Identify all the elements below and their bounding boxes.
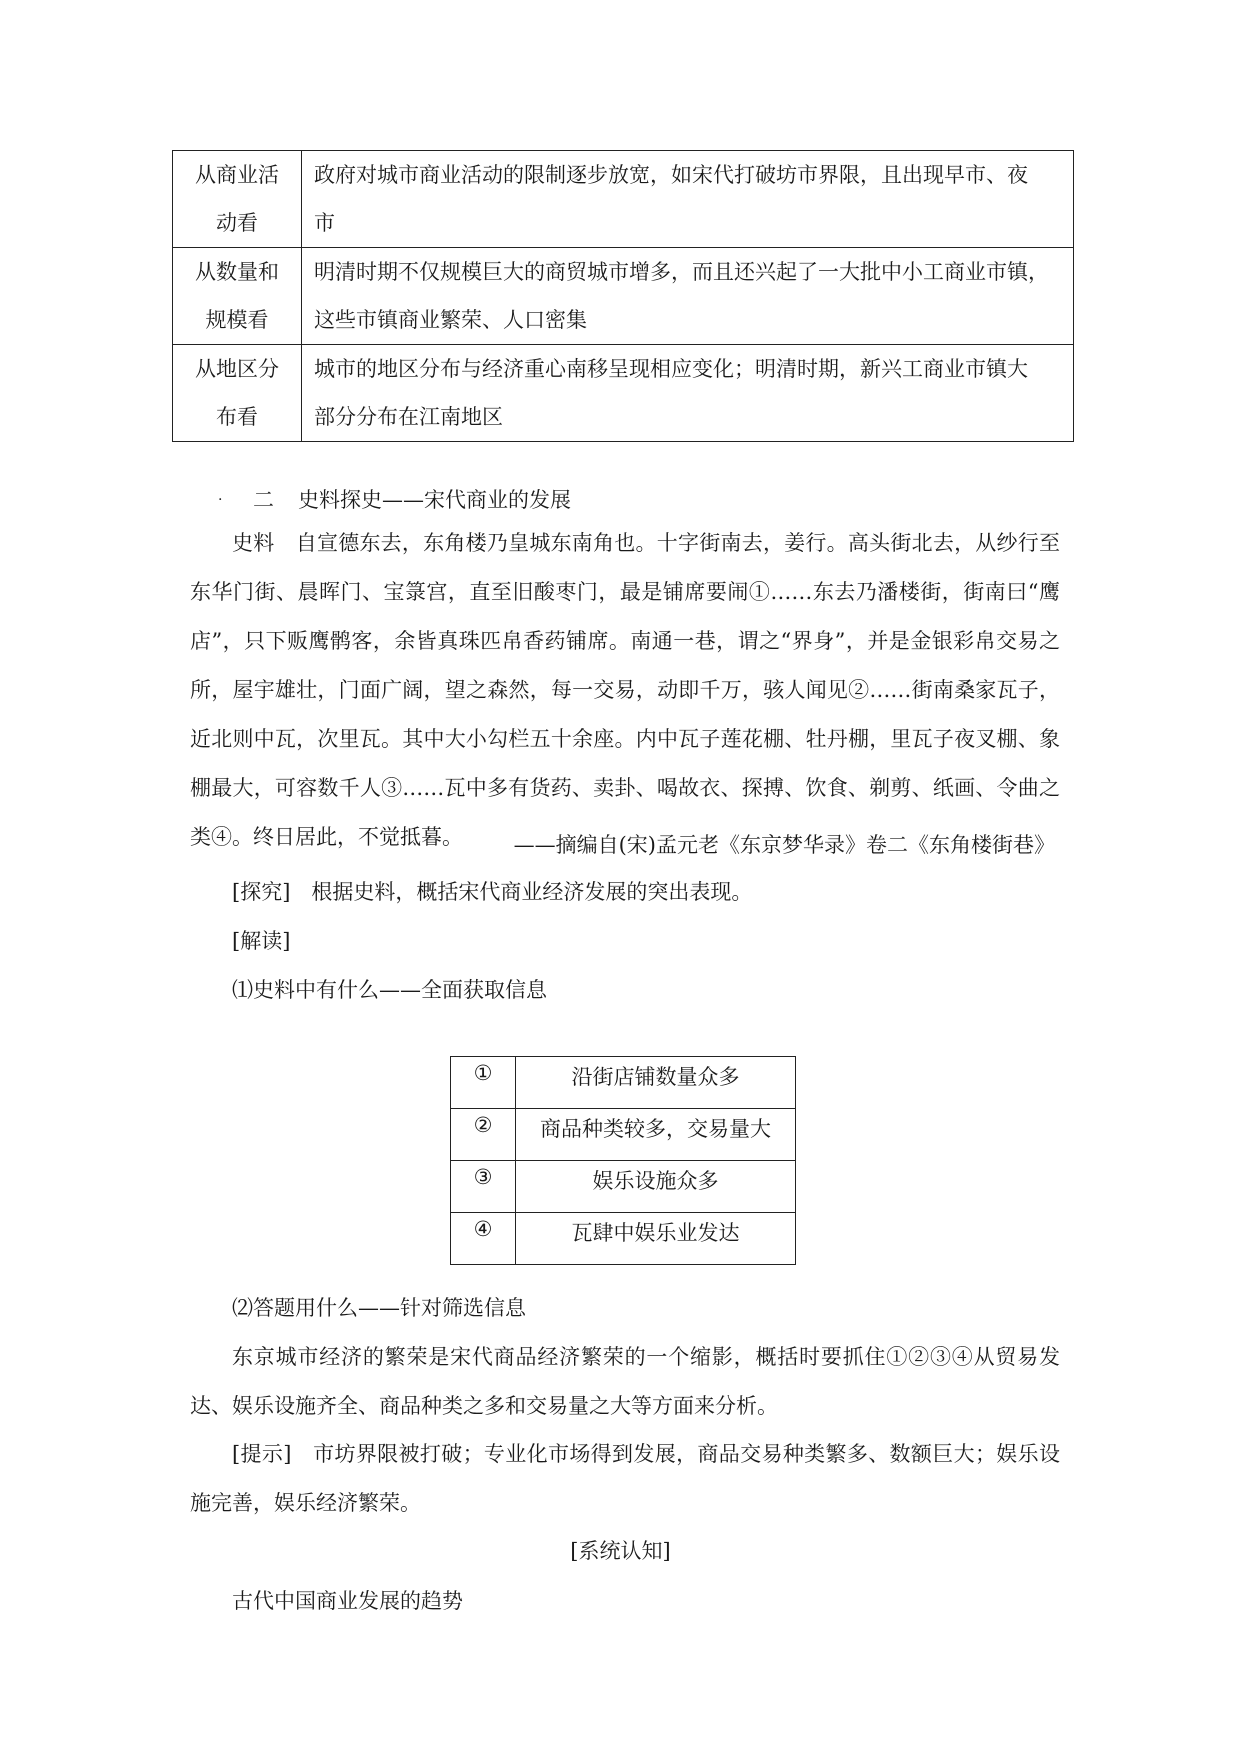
hint-label: [提示] [232, 1442, 292, 1466]
row-number: ② [451, 1109, 516, 1161]
table-description-cell [302, 345, 1074, 442]
category-line: 从数量和 [195, 260, 279, 284]
interpretation-label: [解读] [232, 929, 291, 953]
description-line: 这些市镇商业繁荣、人口密集 [314, 308, 587, 332]
system-heading: [系统认知] [570, 1539, 671, 1563]
info-table [450, 1056, 796, 1265]
inquiry-label: [探究] [232, 880, 291, 904]
row-text: 瓦肆中娱乐业发达 [516, 1213, 796, 1265]
row-number: ③ [451, 1161, 516, 1213]
source-label: 史料 [232, 531, 275, 555]
description-line: 城市的地区分布与经济重心南移呈现相应变化；明清时期，新兴工商业市镇大 [314, 357, 1028, 381]
row-text: 商品种类较多，交易量大 [516, 1109, 796, 1161]
source-citation: ——摘编自(宋)孟元老《东京梦华录》卷二《东角楼街巷》 [513, 833, 1055, 857]
table-category-cell [173, 151, 302, 248]
description-line: 部分分布在江南地区 [314, 405, 503, 429]
table-row [173, 248, 1074, 345]
table-row [451, 1109, 796, 1161]
source-passage [190, 519, 1060, 862]
interpretation-step1: ⑴史料中有什么——全面获取信息 [232, 978, 547, 1002]
table-description-cell [302, 151, 1074, 248]
table-row [451, 1161, 796, 1213]
table-row [173, 345, 1074, 442]
table-row [173, 151, 1074, 248]
analysis-paragraph: 东京城市经济的繁荣是宋代商品经济繁荣的一个缩影，概括时要抓住①②③④从贸易发达、娱乐设施齐全、商品种类之多和交易量之大等方面来分析。 [190, 1345, 1060, 1418]
table-category-cell [173, 345, 302, 442]
city-development-table [172, 150, 1074, 442]
row-text: 娱乐设施众多 [516, 1161, 796, 1213]
category-line: 布看 [216, 405, 258, 429]
system-subtitle: 古代中国商业发展的趋势 [232, 1589, 463, 1613]
category-line: 规模看 [205, 308, 269, 332]
category-line: 从地区分 [195, 357, 279, 381]
description-line: 政府对城市商业活动的限制逐步放宽，如宋代打破坊市界限，且出现早市、夜 [314, 163, 1028, 187]
description-line: 明清时期不仅规模巨大的商贸城市增多，而且还兴起了一大批中小工商业市镇， [314, 260, 1049, 284]
hint-paragraph [190, 1430, 1060, 1528]
table-row [451, 1213, 796, 1265]
table-category-cell [173, 248, 302, 345]
inquiry-paragraph [190, 868, 1060, 917]
category-line: 从商业活 [195, 163, 279, 187]
row-number: ① [451, 1057, 516, 1109]
category-line: 动看 [216, 211, 258, 235]
hint-text: 市坊界限被打破；专业化市场得到发展，商品交易种类繁多、数额巨大；娱乐设施完善，娱乐经济繁荣。 [190, 1442, 1061, 1515]
interpretation-step2: ⑵答题用什么——针对筛选信息 [232, 1296, 526, 1320]
row-text: 沿街店铺数量众多 [516, 1057, 796, 1109]
heading-marker: . [218, 488, 223, 504]
inquiry-text: 根据史料，概括宋代商业经济发展的突出表现。 [311, 880, 753, 904]
row-number: ④ [451, 1213, 516, 1265]
table-description-cell [302, 248, 1074, 345]
section-number: 二 [253, 488, 274, 512]
table-row [451, 1057, 796, 1109]
section-title: 史料探史——宋代商业的发展 [298, 488, 571, 512]
source-text: 自宣德东去，东角楼乃皇城东南角也。十字街南去，姜行。高头街北去，从纱行至东华门街、晨晖门、宝箓宫，直至旧酸枣门，最是铺席要闹①……东去乃潘楼街，街南曰“鹰店”，只下贩鹰鹘客，余皆真珠匹帛香药铺席。南通一巷，谓之“界身”，并是金银彩帛交易之所，屋宇雄壮，门面广阔，望之森然，每一交易，动即千万，骇人闻见②……街南桑家瓦子，近北则中瓦，次里瓦。其中大小勾栏五十余座。内中瓦子莲花棚、牡丹棚，里瓦子夜叉棚、象棚最大，可容数千人③……瓦中多有货药、卖卦、喝故衣、探搏、饮食、剃剪、纸画、令曲之类④。终日居此，不觉抵暮。 [190, 531, 1061, 849]
description-line: 市 [314, 211, 335, 235]
